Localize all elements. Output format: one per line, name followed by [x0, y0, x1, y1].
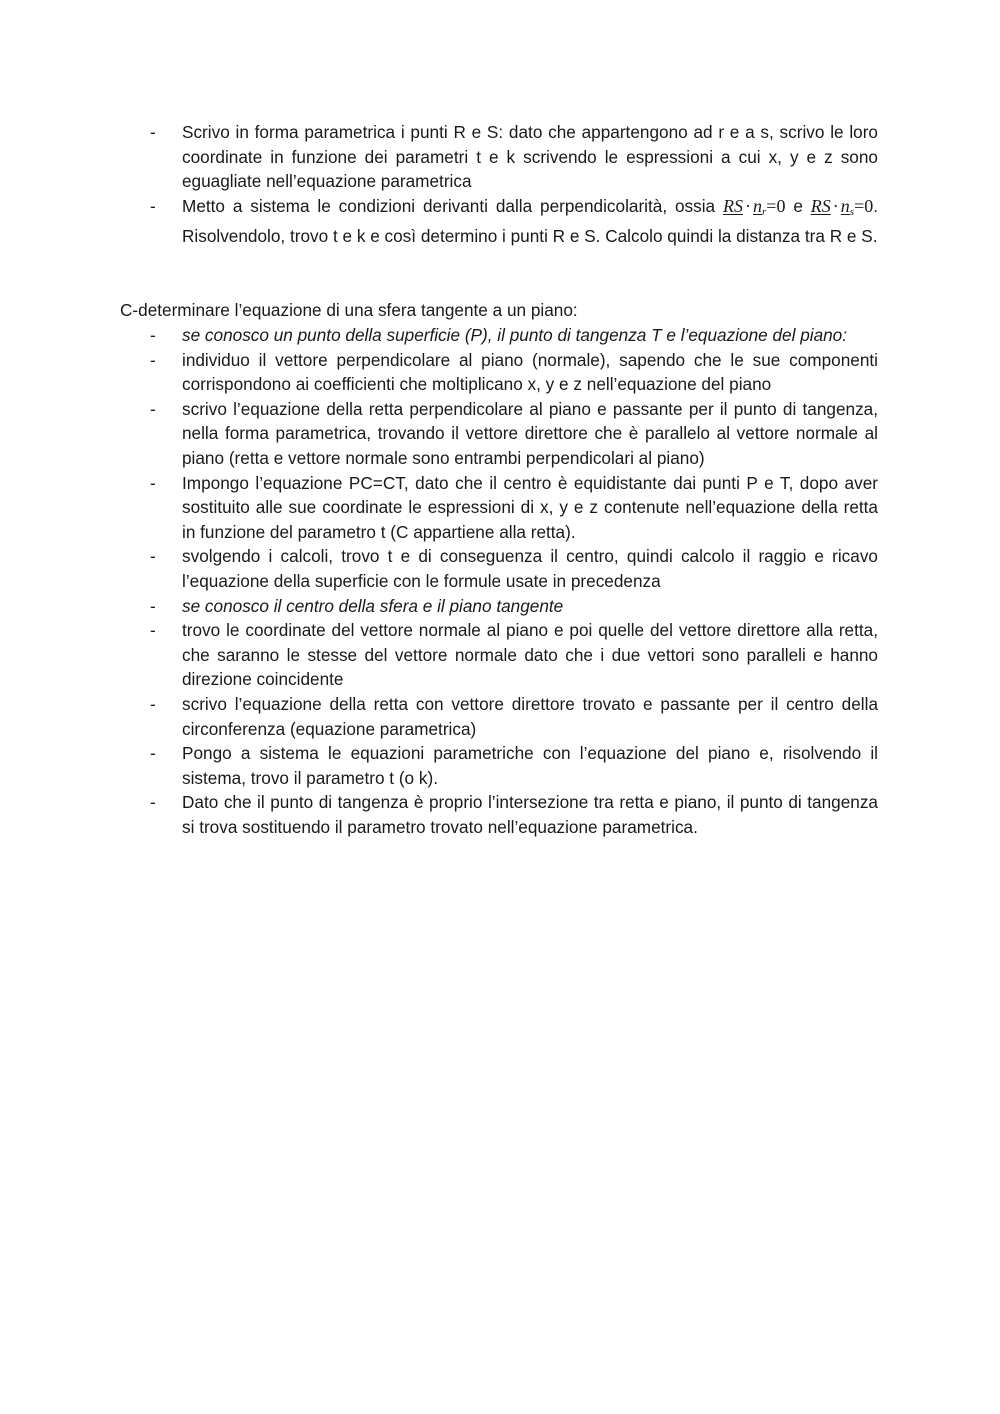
list-bullet: -	[150, 620, 156, 641]
formula-subscript: r	[762, 205, 767, 218]
list-bullet: -	[150, 743, 156, 764]
list-bullet: -	[150, 122, 156, 142]
list-item-text: se conosco un punto della superficie (P), il punto di tangenza T e l’equazione del piano:	[182, 325, 848, 345]
formula-normal: n	[753, 195, 763, 216]
list-item-text: Scrivo in forma parametrica i punti R e S: dato che appartengono ad r e a s, scrivo le loro coordinate in funzione dei parametri t e k scrivendo le espressioni a cui x, y e z sono eguagliate nell’equazione parametrica	[182, 122, 878, 192]
formula-normal: n	[840, 195, 850, 216]
list-item-text: trovo le coordinate del vettore normale al piano e poi quelle del vettore direttore alla retta, che saranno le stesse del vettore normale dato che i due vettori sono paralleli e hanno direzione coincidente	[182, 620, 878, 690]
list-bullet: -	[150, 195, 156, 216]
list-item	[120, 120, 878, 194]
list-item	[120, 594, 878, 619]
list-item-text: individuo il vettore perpendicolare al piano (normale), sapendo che le sue componenti corrispondono ai coefficienti che moltiplicano x, y e z nell’equazione del piano	[182, 349, 878, 395]
perpendicularity-formula-s	[811, 196, 873, 216]
list-item-text-middle: e	[785, 195, 811, 216]
list-bullet: -	[150, 546, 156, 567]
formula-vector: RS	[723, 195, 744, 216]
list-bullet: -	[150, 693, 156, 714]
list-bullet: -	[150, 325, 156, 345]
list-item	[120, 194, 878, 249]
list-item-text: scrivo l’equazione della retta perpendicolare al piano e passante per il punto di tangenza, nella forma parametrica, trovando il vettore direttore che è parallelo al vettore normale al piano (retta e vettore normale sono entrambi perpendicolari al piano)	[182, 398, 878, 468]
list-bullet: -	[150, 595, 156, 616]
list-bullet: -	[150, 349, 156, 370]
list-item-text-before: Metto a sistema le condizioni derivanti dalla perpendicolarità, ossia	[182, 195, 724, 216]
list-item-text-after: . Risolvendolo, trovo t e k e così determino i punti R e S. Calcolo quindi la distanza tra R e S.	[182, 195, 878, 247]
list-item	[120, 471, 878, 545]
formula-vector: RS	[810, 195, 831, 216]
list-bullet: -	[150, 792, 156, 813]
formula-dot: ·	[745, 195, 752, 216]
formula-rhs: =0	[854, 195, 874, 216]
method-steps-list	[120, 120, 878, 249]
list-item-text: Pongo a sistema le equazioni parametriche con l’equazione del piano e, risolvendo il sistema, trovo il parametro t (o k).	[182, 743, 878, 788]
list-bullet: -	[150, 398, 156, 419]
list-item	[120, 348, 878, 397]
list-item-text: Impongo l’equazione PC=CT, dato che il centro è equidistante dai punti P e T, dopo aver sostituito alle sue coordinate le espressioni di x, y e z contenute nell’equazione della retta in funzione del parametro t (C appartiene alla retta).	[182, 472, 878, 542]
list-item	[120, 323, 878, 348]
list-item	[120, 618, 878, 692]
formula-rhs: =0	[766, 195, 786, 216]
list-item	[120, 790, 878, 839]
sphere-steps-list	[120, 323, 878, 839]
section-heading: C-determinare l’equazione di una sfera tangente a un piano:	[120, 300, 578, 320]
list-bullet: -	[150, 472, 156, 493]
perpendicularity-formula-r	[723, 196, 785, 216]
list-item-text: svolgendo i calcoli, trovo t e di conseguenza il centro, quindi calcolo il raggio e ricavo l’equazione della superficie con le formule usate in precedenza	[182, 546, 878, 591]
list-item-text: se conosco il centro della sfera e il piano tangente	[182, 595, 564, 616]
list-item	[120, 741, 878, 790]
list-item	[120, 692, 878, 741]
formula-subscript: s	[849, 205, 855, 218]
list-item-text: Dato che il punto di tangenza è proprio l’intersezione tra retta e piano, il punto di tangenza si trova sostituendo il parametro trovato nell’equazione parametrica.	[182, 792, 878, 837]
list-item	[120, 397, 878, 471]
formula-dot: ·	[832, 195, 839, 216]
list-item-text: scrivo l’equazione della retta con vettore direttore trovato e passante per il centro della circonferenza (equazione parametrica)	[182, 693, 878, 739]
list-item	[120, 544, 878, 593]
